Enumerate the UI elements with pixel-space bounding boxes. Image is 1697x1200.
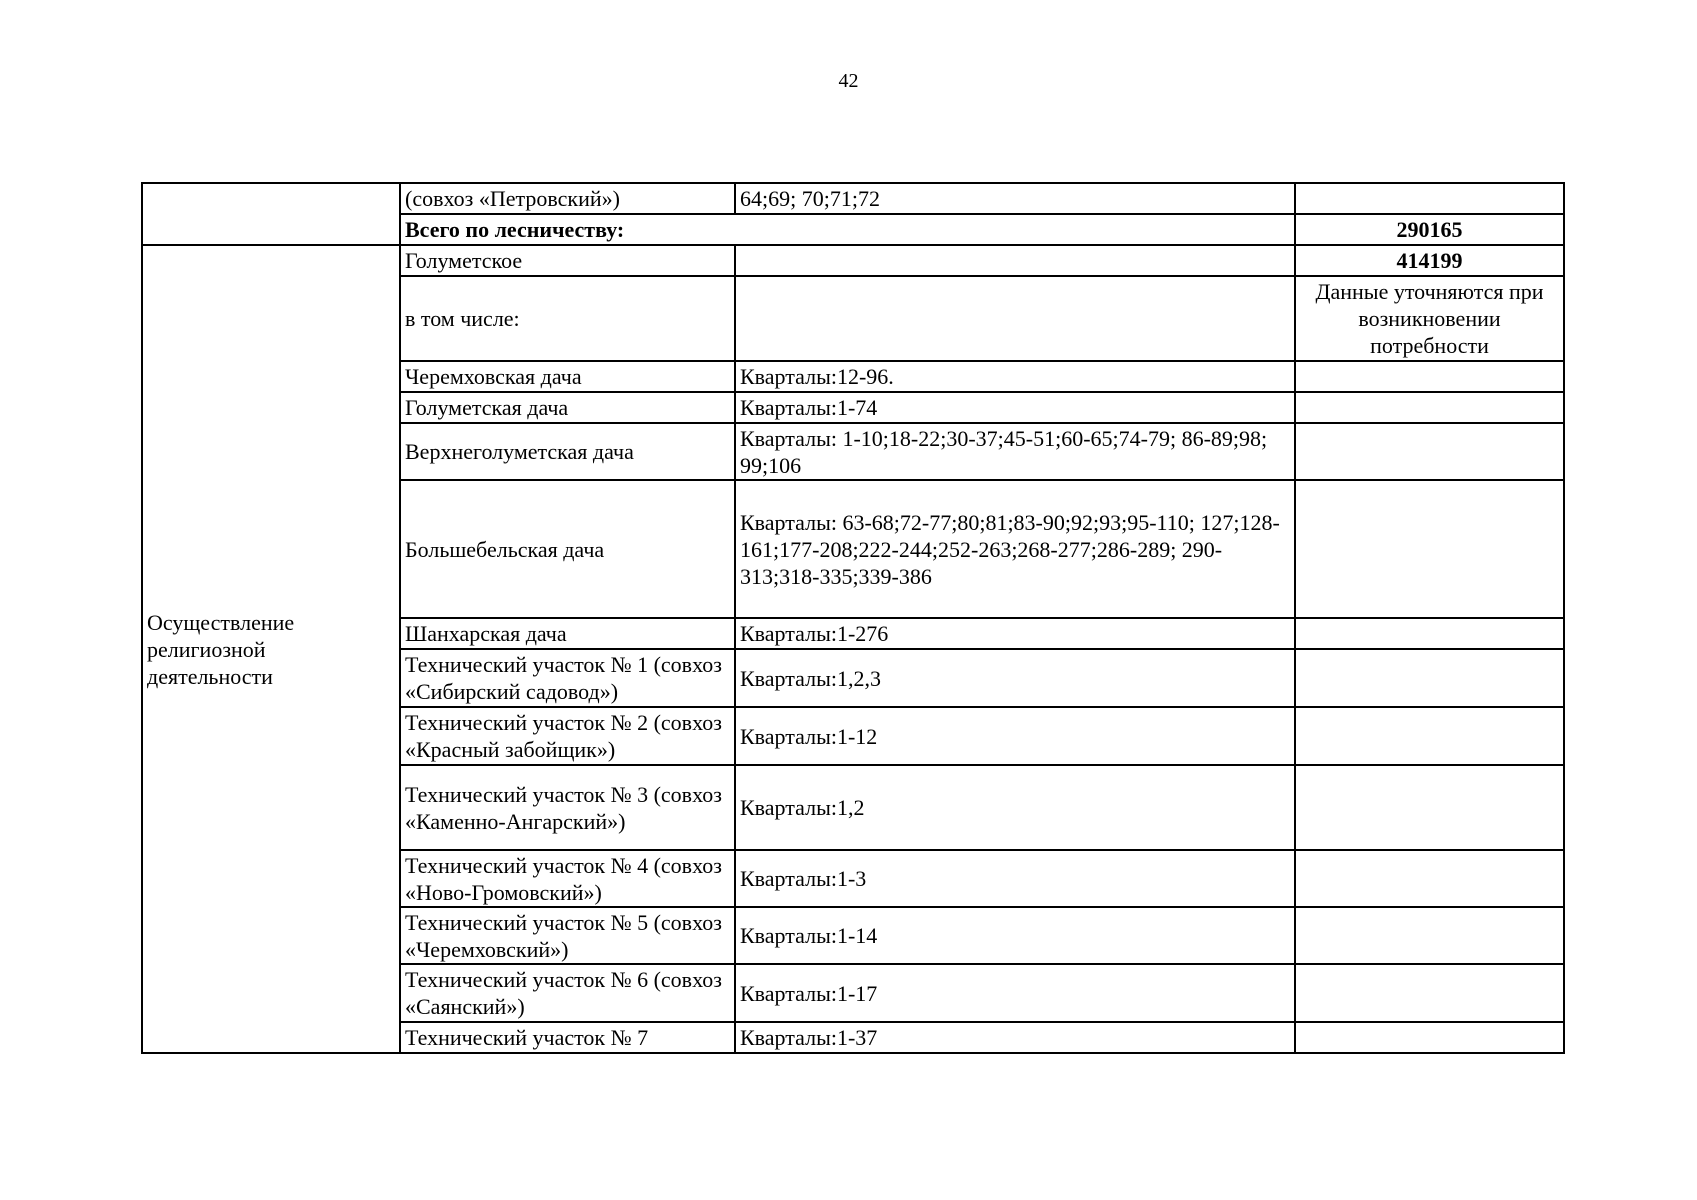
place-cell: Верхнеголуметская дача — [400, 423, 735, 480]
quarters-cell: Кварталы:1-74 — [735, 392, 1295, 423]
forestry-row — [142, 245, 1564, 276]
quarters-cell: Кварталы:1-14 — [735, 907, 1295, 964]
place-cell: Технический участок № 3 (совхоз «Каменно-Ангарский») — [400, 765, 735, 850]
place-cell: Технический участок № 1 (совхоз «Сибирский садовод») — [400, 649, 735, 707]
place-cell: Голуметская дача — [400, 392, 735, 423]
total-value: 290165 — [1295, 214, 1564, 245]
place-cell: Черемховская дача — [400, 361, 735, 392]
quarters-cell: Кварталы:1,2 — [735, 765, 1295, 850]
quarters-cell: Кварталы:1-37 — [735, 1022, 1295, 1053]
place-cell: Технический участок № 2 (совхоз «Красный забойщик») — [400, 707, 735, 765]
area-cell — [1295, 649, 1564, 707]
place-cell: Шанхарская дача — [400, 618, 735, 649]
area-cell — [1295, 361, 1564, 392]
forestry-table — [141, 182, 1565, 1054]
area-cell — [1295, 618, 1564, 649]
quarters-cell: Кварталы:1-276 — [735, 618, 1295, 649]
area-cell — [1295, 392, 1564, 423]
quarters-cell: Кварталы: 63-68;72-77;80;81;83-90;92;93;95-110; 127;128-161;177-208;222-244;252-263;268-277;286-289; 290-313;318-335;339-386 — [735, 480, 1295, 618]
area-cell — [1295, 765, 1564, 850]
quarters-cell: Кварталы:12-96. — [735, 361, 1295, 392]
activity-cell-empty — [142, 183, 400, 245]
page-number: 42 — [838, 70, 859, 92]
area-cell — [1295, 1022, 1564, 1053]
forestry-area: 414199 — [1295, 245, 1564, 276]
table-row — [142, 183, 1564, 214]
quarters-cell: Кварталы: 1-10;18-22;30-37;45-51;60-65;74-79; 86-89;98; 99;106 — [735, 423, 1295, 480]
quarters-cell: Кварталы:1-12 — [735, 707, 1295, 765]
quarters-cell: Кварталы:1-17 — [735, 964, 1295, 1022]
forestry-quarters — [735, 245, 1295, 276]
total-label: Всего по лесничеству: — [400, 214, 1295, 245]
quarters-cell: Кварталы:1,2,3 — [735, 649, 1295, 707]
place-cell: Технический участок № 4 (совхоз «Ново-Громовский») — [400, 850, 735, 907]
place-cell: (совхоз «Петровский») — [400, 183, 735, 214]
area-cell — [1295, 707, 1564, 765]
place-cell: Технический участок № 7 — [400, 1022, 735, 1053]
area-cell — [1295, 964, 1564, 1022]
place-cell: Технический участок № 5 (совхоз «Черемховский») — [400, 907, 735, 964]
area-cell — [1295, 850, 1564, 907]
including-note: Данные уточняются при возникновении потребности — [1295, 276, 1564, 361]
area-cell — [1295, 423, 1564, 480]
including-label: в том числе: — [400, 276, 735, 361]
quarters-cell: Кварталы:1-3 — [735, 850, 1295, 907]
forestry-name: Голуметское — [400, 245, 735, 276]
activity-cell: Осуществление религиозной деятельности — [142, 245, 400, 1053]
area-cell — [1295, 183, 1564, 214]
place-cell: Большебельская дача — [400, 480, 735, 618]
area-cell — [1295, 907, 1564, 964]
including-quarters — [735, 276, 1295, 361]
place-cell: Технический участок № 6 (совхоз «Саянский») — [400, 964, 735, 1022]
area-cell — [1295, 480, 1564, 618]
quarters-cell: 64;69; 70;71;72 — [735, 183, 1295, 214]
